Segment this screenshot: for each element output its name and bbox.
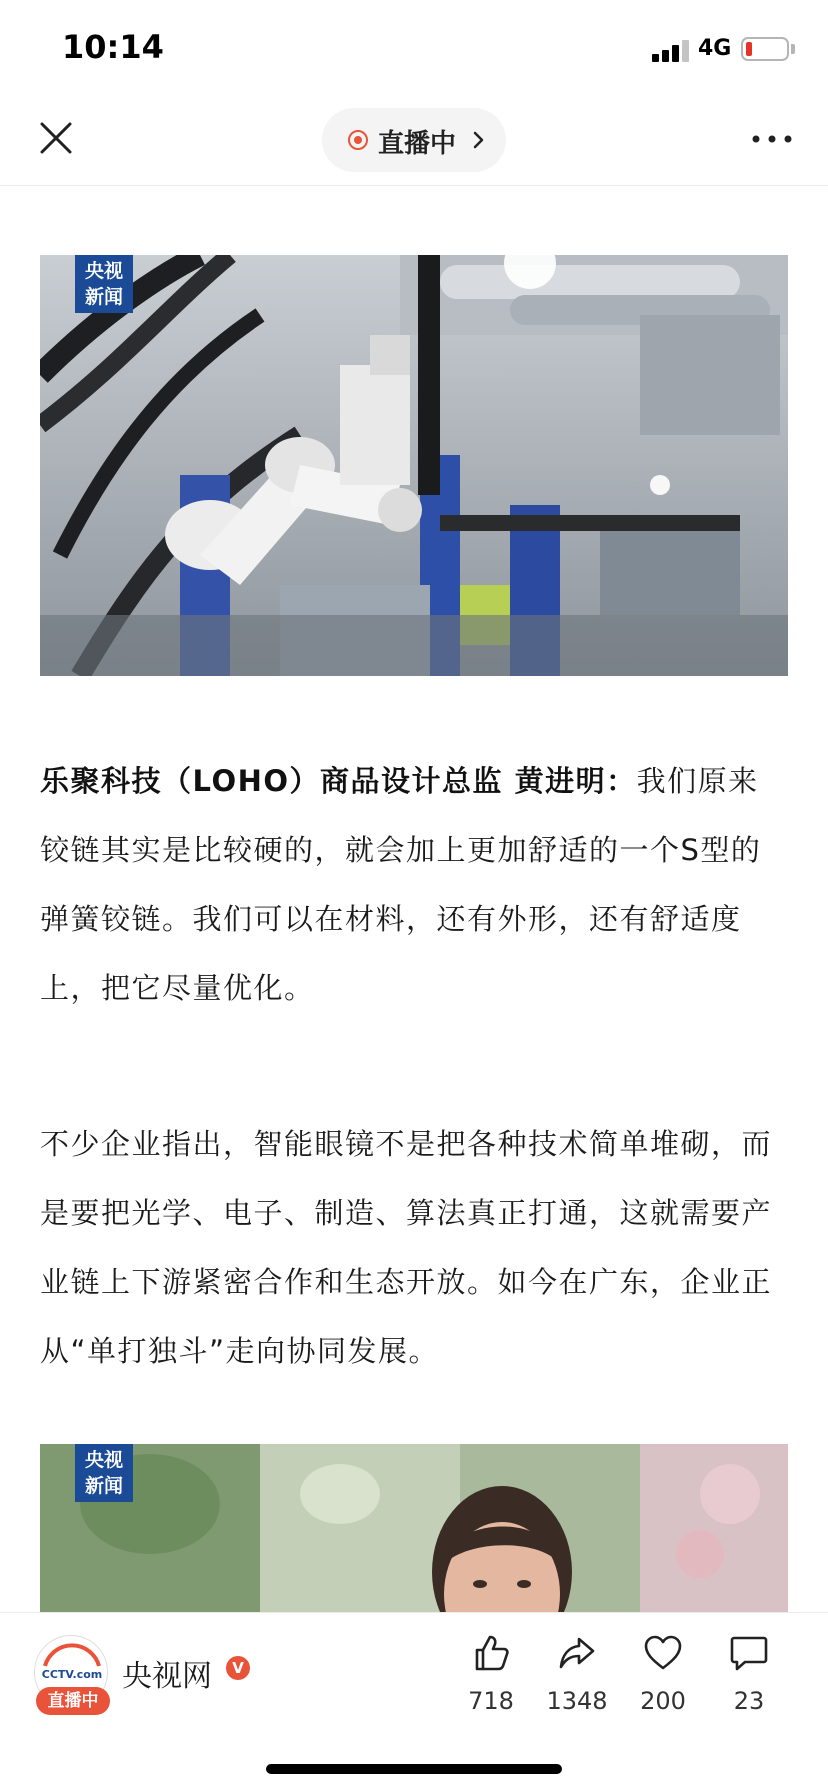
live-dot-icon <box>348 130 368 150</box>
interview-photo <box>40 1444 788 1614</box>
channel-name[interactable]: 央视网 <box>122 1659 212 1694</box>
battery-icon <box>741 37 789 61</box>
watermark-line-2: 新闻 <box>84 1475 123 1497</box>
favorite-count: 200 <box>640 1687 686 1715</box>
status-time: 10:14 <box>62 28 164 66</box>
cellular-signal-icon <box>652 40 690 62</box>
speaker-label: 乐聚科技（LOHO）商品设计总监 黄进明： <box>40 764 637 798</box>
comment-button[interactable] <box>704 1633 794 1753</box>
like-count: 718 <box>468 1687 514 1715</box>
favorite-button[interactable] <box>618 1633 708 1753</box>
battery-tip <box>791 44 795 54</box>
share-button[interactable] <box>532 1633 622 1753</box>
watermark-line-1: 央视 <box>84 1449 123 1471</box>
watermark-line-2: 新闻 <box>84 286 123 308</box>
share-count: 1348 <box>546 1687 608 1715</box>
comment-icon <box>729 1633 769 1673</box>
chevron-right-icon <box>472 131 486 149</box>
thumbs-up-icon <box>471 1633 511 1673</box>
article-paragraph-1 <box>40 747 788 1023</box>
close-icon <box>36 118 76 158</box>
share-icon <box>557 1633 597 1673</box>
robot-arm-photo <box>40 255 788 676</box>
nav-bar <box>0 96 828 186</box>
more-button[interactable] <box>750 124 794 154</box>
paragraph-text: 不少企业指出，智能眼镜不是把各种技术简单堆砌，而是要把光学、电子、制造、算法真正打通，这就需要产业链上下游紧密合作和生态开放。如今在广东，企业正从“单打独斗”走向协同发展。 <box>40 1127 773 1368</box>
article-paragraph-2 <box>40 1110 788 1386</box>
cctv-news-watermark <box>75 1444 133 1502</box>
status-bar <box>0 0 828 96</box>
comment-count: 23 <box>733 1687 765 1715</box>
live-badge: 直播中 <box>36 1687 110 1715</box>
network-type: 4G <box>698 36 732 61</box>
live-status-button[interactable] <box>322 108 506 172</box>
watermark-line-1: 央视 <box>84 260 123 282</box>
more-icon <box>750 124 794 154</box>
avatar-text: CCTV.com <box>41 1668 103 1681</box>
cctv-news-watermark <box>75 255 133 313</box>
like-button[interactable] <box>446 1633 536 1753</box>
home-indicator[interactable] <box>266 1764 562 1774</box>
verified-badge-icon: V <box>226 1656 250 1680</box>
article-image-robot-arm[interactable] <box>40 255 788 676</box>
close-button[interactable] <box>36 118 76 158</box>
live-label: 直播中 <box>378 129 457 159</box>
heart-icon <box>643 1633 683 1673</box>
paragraph-text: 我们原来铰链其实是比较硬的，就会加上更加舒适的一个S型的弹簧铰链。我们可以在材料，还有外形，还有舒适度上，把它尽量优化。 <box>40 764 762 1005</box>
article-image-interview[interactable] <box>40 1444 788 1614</box>
